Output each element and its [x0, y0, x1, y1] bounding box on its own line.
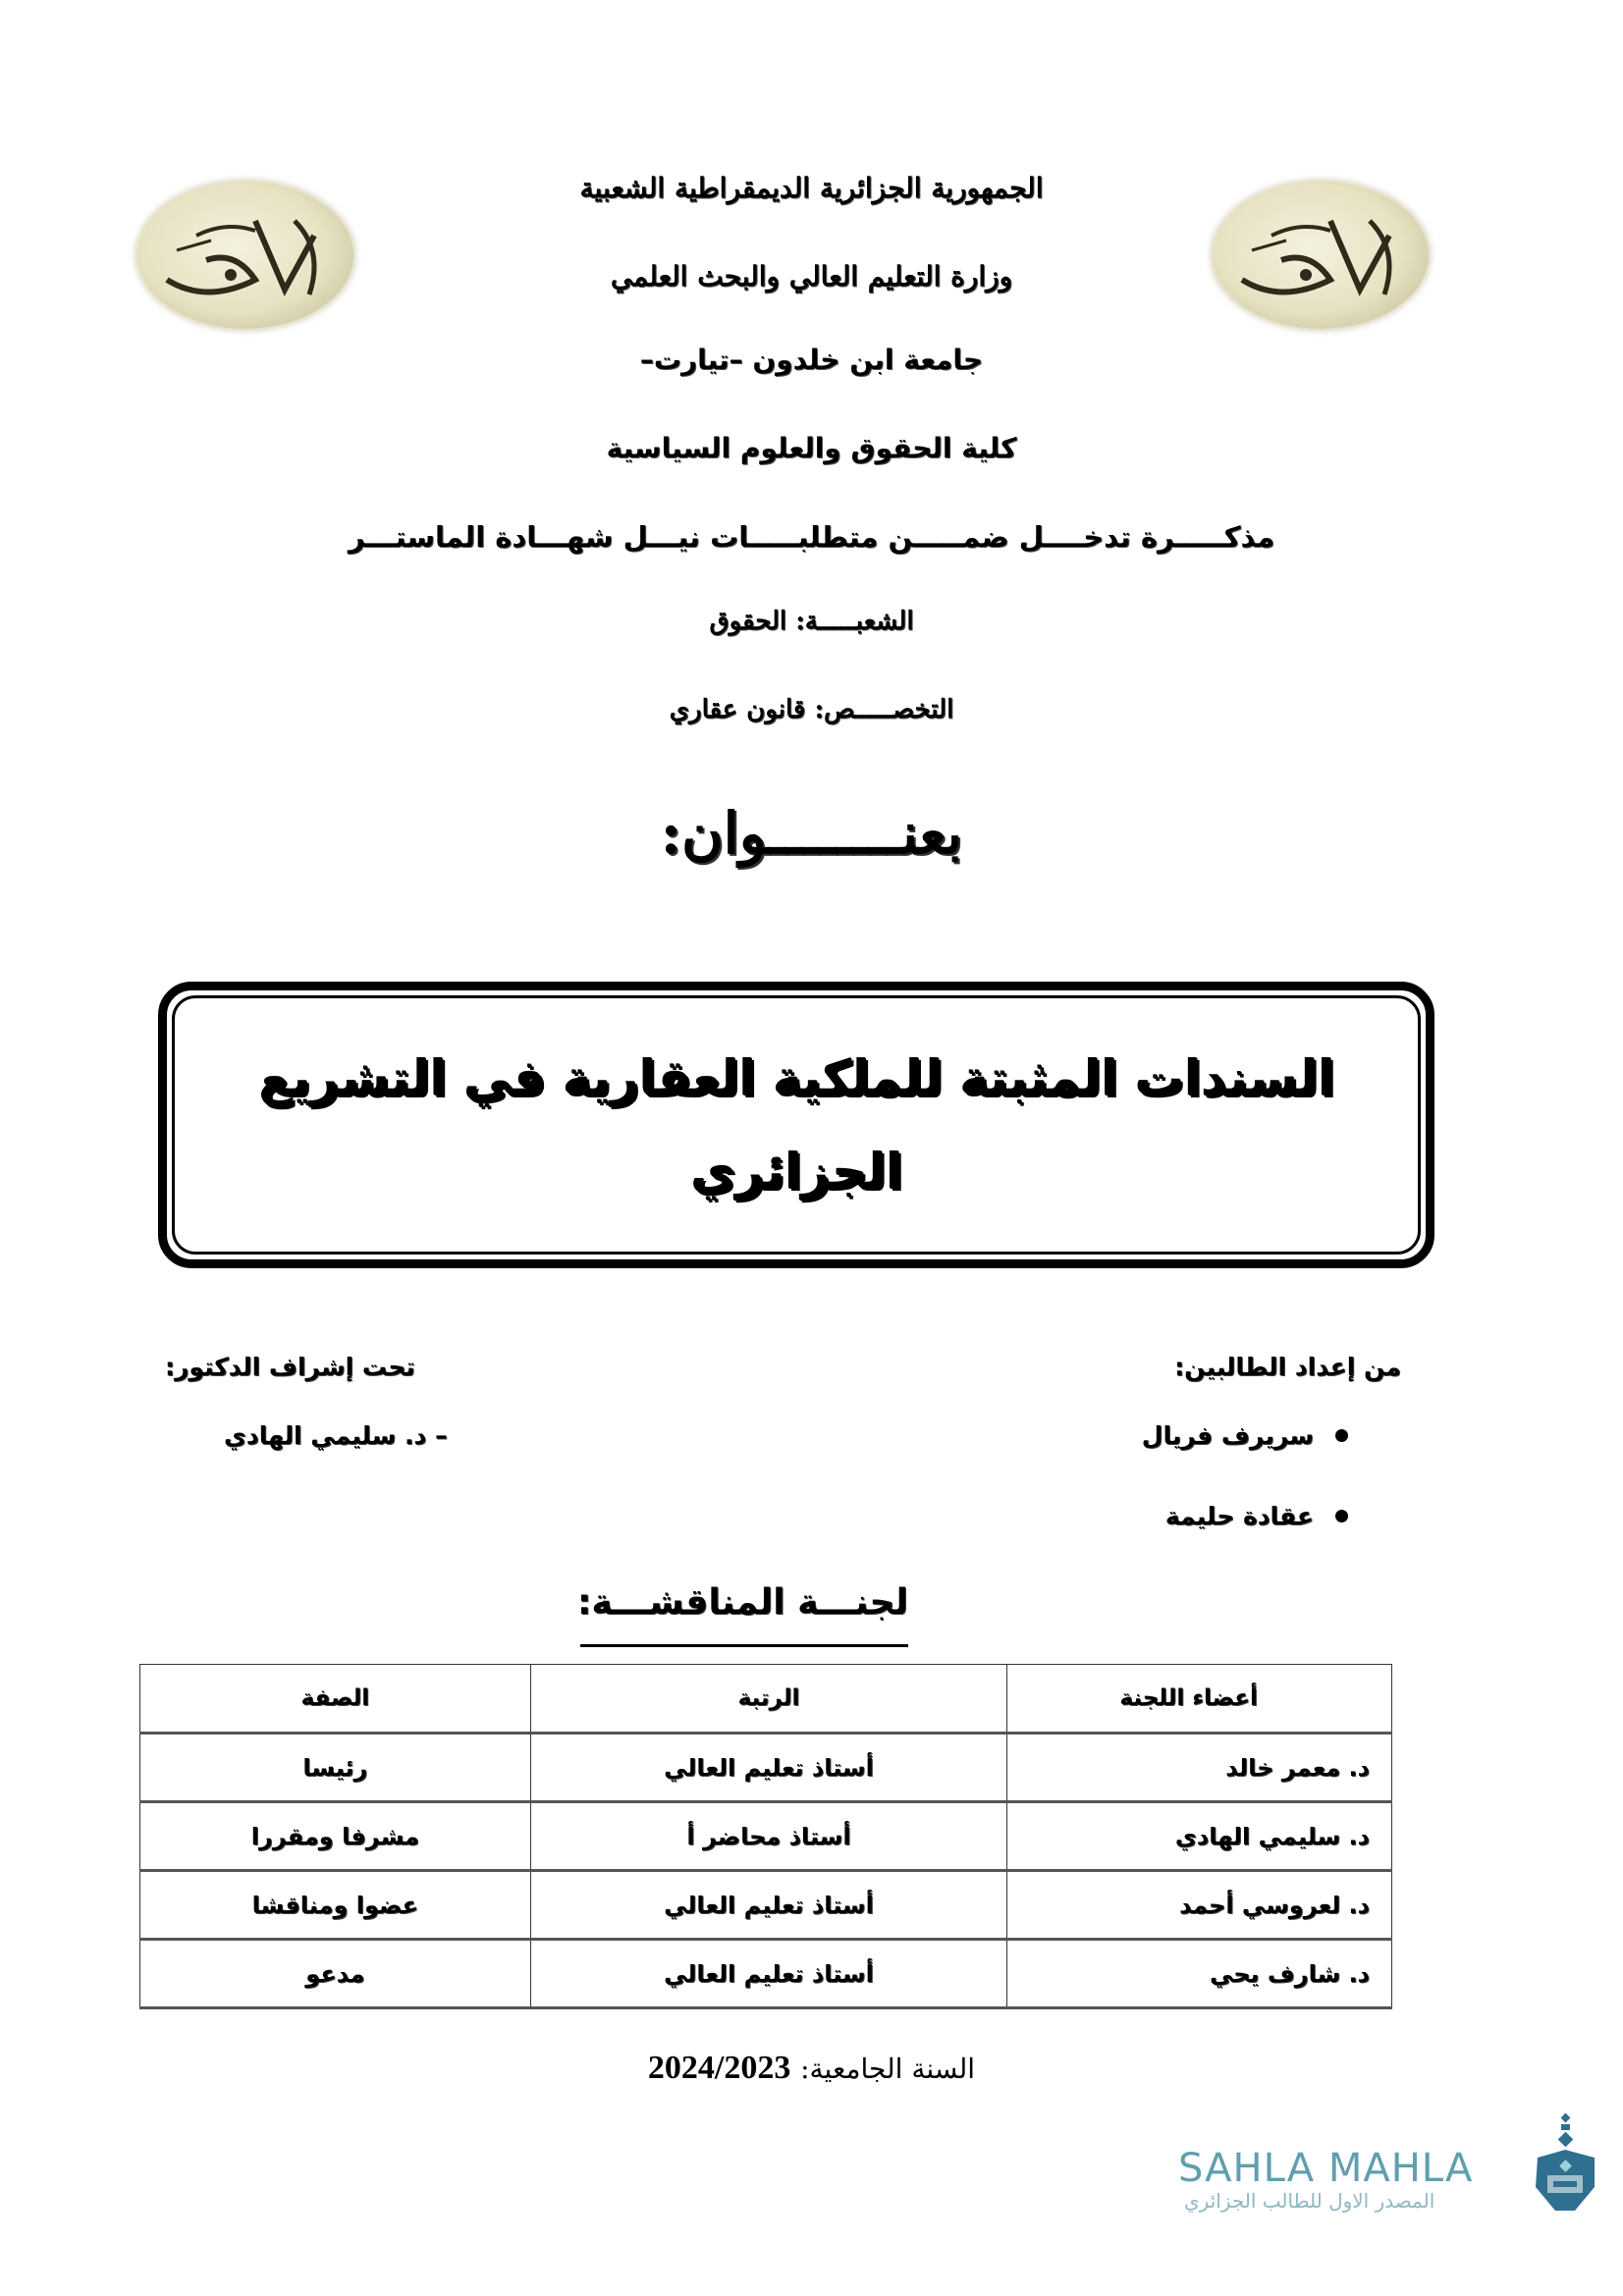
table-row — [140, 1871, 1392, 1940]
title-heading: بعنــــــــوان: — [660, 800, 963, 867]
specialty-line — [0, 695, 1623, 724]
student-item — [1165, 1502, 1348, 1530]
sahla-mahla-logo-icon — [1532, 2110, 1600, 2214]
rank-cell: أستاذ محاضر أ — [530, 1802, 1007, 1871]
rank-cell: أستاذ تعليم العالي — [530, 1871, 1007, 1940]
role-cell: مدعو — [140, 1940, 531, 2008]
role-cell: رئيسا — [140, 1734, 531, 1802]
student-name: سريرف فريال — [1141, 1421, 1314, 1450]
supervisor-name: – د. سليمي الهادي — [224, 1421, 448, 1450]
rank-cell: أستاذ تعليم العالي — [530, 1940, 1007, 2008]
thesis-title-line-1: السندات المثبتة للملكية العقارية في التشريع — [258, 1049, 1334, 1106]
column-header-role: الصفة — [140, 1665, 531, 1734]
table-row — [140, 1802, 1392, 1871]
member-cell: د. معمر خالد — [1007, 1734, 1392, 1802]
rank-cell: أستاذ تعليم العالي — [530, 1734, 1007, 1802]
specialty-label: التخصـــــص: — [814, 695, 954, 724]
academic-year-label: السنة الجامعية: — [800, 2053, 976, 2085]
authors-label: من إعداد الطالبين: — [1174, 1353, 1401, 1381]
ministry-name: وزارة التعليم العالي والبحث العلمي — [610, 260, 1013, 293]
student-item — [1142, 1421, 1348, 1450]
bullet-icon — [1335, 1510, 1348, 1522]
brand-tagline: المصدر الاول للطالب الجزائري — [1184, 2189, 1435, 2213]
faculty-name: كلية الحقوق والعلوم السياسية — [606, 432, 1017, 464]
supervisor-label: تحت إشراف الدكتور: — [165, 1353, 415, 1381]
student-name: عقادة حليمة — [1164, 1502, 1314, 1530]
specialty-value: قانون عقاري — [669, 695, 806, 724]
member-cell: د. سليمي الهادي — [1007, 1802, 1392, 1871]
bullet-icon — [1335, 1429, 1348, 1442]
sahla-mahla-watermark — [1178, 2110, 1591, 2218]
committee-heading-underline — [580, 1644, 908, 1647]
branch-line — [0, 607, 1623, 636]
branch-label: الشعبـــــة: — [795, 607, 914, 636]
table-row — [140, 1940, 1392, 2008]
thesis-note: مذكـــــرة تدخــــل ضمـــــن متطلبـــــات نيـــل شهـــادة الماستـــر — [348, 520, 1275, 554]
member-cell: د. لعروسي أحمد — [1007, 1871, 1392, 1940]
republic-name: الجمهورية الجزائرية الديمقراطية الشعبية — [579, 172, 1044, 204]
branch-value: الحقوق — [709, 607, 787, 636]
academic-year — [0, 2050, 1623, 2087]
university-name: جامعة ابن خلدون –تيارت– — [639, 344, 984, 376]
committee-heading: لجنـــة المناقشـــة: — [577, 1582, 908, 1623]
role-cell: عضوا ومناقشا — [140, 1871, 531, 1940]
member-cell: د. شارف يحي — [1007, 1940, 1392, 2008]
thesis-title-line-2: الجزائري — [690, 1143, 902, 1200]
column-header-rank: الرتبة — [530, 1665, 1007, 1734]
thesis-title-frame — [158, 982, 1434, 1268]
table-row — [140, 1734, 1392, 1802]
thesis-title-inner — [172, 995, 1421, 1255]
committee-table — [139, 1664, 1392, 2009]
academic-year-value: 2024/2023 — [647, 2050, 791, 2086]
table-header-row — [140, 1665, 1392, 1734]
role-cell: مشرفا ومقررا — [140, 1802, 531, 1871]
column-header-member: أعضاء اللجنة — [1007, 1665, 1392, 1734]
brand-name: SAHLA MAHLA — [1178, 2146, 1474, 2191]
